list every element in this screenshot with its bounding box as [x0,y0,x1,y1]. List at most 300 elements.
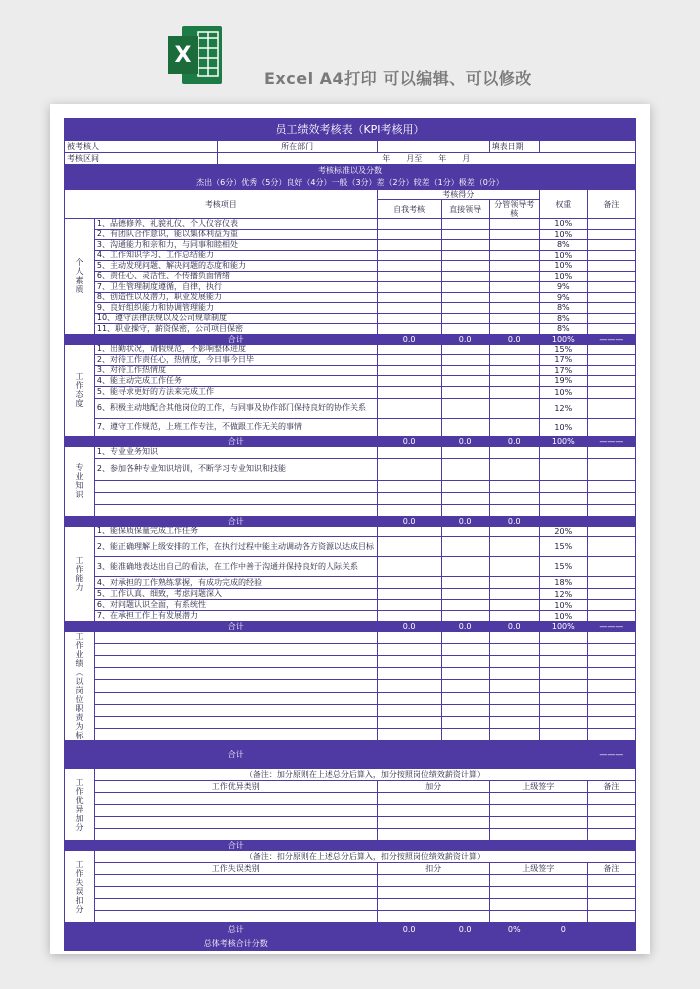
direct-score-cell[interactable] [441,704,489,716]
note-cell[interactable] [587,680,635,692]
note-cell[interactable] [587,492,635,504]
direct-score-cell[interactable] [441,313,489,324]
note-cell[interactable] [587,557,635,577]
note-cell[interactable] [587,376,635,387]
summary-direct: 0.0 [441,923,489,937]
direct-score-cell[interactable] [441,365,489,376]
section-total-row [65,741,636,769]
adjust-points-cell[interactable] [377,899,489,911]
direct-score-cell[interactable] [441,219,489,230]
item-text: 11、职业操守，薪资保密，公司项目保密 [94,324,377,335]
note-cell[interactable] [587,589,635,600]
weight-cell [539,680,587,692]
self-score-cell[interactable] [377,589,441,600]
section-label: 个人素质 [65,219,95,335]
direct-score-cell[interactable] [441,611,489,622]
note-cell[interactable] [587,458,635,480]
item-row [65,458,636,480]
item-row [65,303,636,314]
item-row [65,644,636,656]
section-label: 工作优异加分 [65,769,95,841]
weight-cell: 10% [539,229,587,240]
head-score-cell[interactable] [489,303,539,314]
adjust-points-cell[interactable] [377,911,489,923]
weight-cell: 20% [539,526,587,537]
adjust-note-cell[interactable] [587,805,635,817]
direct-score-cell[interactable] [441,600,489,611]
note-cell[interactable] [587,271,635,282]
weight-cell: 9% [539,282,587,293]
item-text: 5、能寻求更好的方法来完成工作 [94,386,377,398]
self-score-cell[interactable] [377,458,441,480]
adjust-sign-cell[interactable] [489,829,587,841]
header-item: 考核项目 [65,190,378,219]
direct-score-cell[interactable] [441,644,489,656]
head-score-cell[interactable] [489,376,539,387]
item-row [65,632,636,644]
item-text: 7、卫生管理制度遵循，自律，执行 [94,282,377,293]
direct-score-cell[interactable] [441,324,489,335]
head-score-cell[interactable] [489,692,539,704]
note-cell[interactable] [587,365,635,376]
note-cell[interactable] [587,480,635,492]
direct-score-cell[interactable] [441,728,489,740]
adjust-note-cell[interactable] [587,817,635,829]
item-row [65,229,636,240]
total-self [377,741,441,769]
direct-score-cell[interactable] [441,480,489,492]
adjust-sign-cell[interactable] [489,793,587,805]
total-head: 0.0 [489,516,539,526]
self-score-cell[interactable] [377,526,441,537]
section-label: 工作失误扣分 [65,851,95,923]
self-score-cell[interactable] [377,644,441,656]
note-cell[interactable] [587,261,635,272]
self-score-cell[interactable] [377,355,441,366]
item-row [65,611,636,622]
total-direct [441,741,489,769]
note-cell[interactable] [587,250,635,261]
weight-cell [539,644,587,656]
direct-score-cell[interactable] [441,680,489,692]
item-row [65,728,636,740]
direct-score-cell[interactable] [441,446,489,458]
self-score-cell[interactable] [377,376,441,387]
note-cell[interactable] [587,704,635,716]
self-score-cell[interactable] [377,480,441,492]
weight-cell: 17% [539,365,587,376]
head-score-cell[interactable] [489,261,539,272]
adjust-points-cell[interactable] [377,805,489,817]
item-row [65,365,636,376]
head-score-cell[interactable] [489,355,539,366]
direct-score-cell[interactable] [441,229,489,240]
weight-cell: 15% [539,557,587,577]
note-cell[interactable] [587,537,635,557]
total-label: 合计 [94,334,377,344]
self-score-cell[interactable] [377,692,441,704]
note-cell[interactable] [587,282,635,293]
item-text: 5、工作认真、细致，考虑问题深入 [94,589,377,600]
weight-cell [539,632,587,644]
head-score-cell[interactable] [489,365,539,376]
note-cell[interactable] [587,577,635,589]
item-text: 8、创造性以及潜力，职业发展能力 [94,292,377,303]
direct-score-cell[interactable] [441,250,489,261]
item-text [94,680,377,692]
weight-cell: 10% [539,386,587,398]
direct-score-cell[interactable] [441,492,489,504]
self-score-cell[interactable] [377,728,441,740]
weight-cell: 8% [539,313,587,324]
adjust-category-cell[interactable] [94,911,377,923]
weight-cell: 17% [539,355,587,366]
self-score-cell[interactable] [377,557,441,577]
note-cell[interactable] [587,292,635,303]
total-direct: 0.0 [441,436,489,446]
adjust-points-cell[interactable] [377,887,489,899]
total-note: ——— [587,741,635,769]
total-direct: 0.0 [441,516,489,526]
head-score-cell[interactable] [489,644,539,656]
head-score-cell[interactable] [489,600,539,611]
total-weight: 100% [539,436,587,446]
item-text: 2、能正确理解上级安排的工作，在执行过程中能主动调动各方资源以达成目标 [94,537,377,557]
self-score-cell[interactable] [377,303,441,314]
self-score-cell[interactable] [377,261,441,272]
note-cell[interactable] [587,692,635,704]
adjust-note-cell[interactable] [587,887,635,899]
self-score-cell[interactable] [377,344,441,355]
head-score-cell[interactable] [489,537,539,557]
adjust-category-cell[interactable] [94,829,377,841]
self-score-cell[interactable] [377,632,441,644]
head-score-cell[interactable] [489,480,539,492]
direct-score-cell[interactable] [441,398,489,418]
item-text: 3、能准确地表达出自己的看法，在工作中善于沟通并保持良好的人际关系 [94,557,377,577]
self-score-cell[interactable] [377,656,441,668]
section-label: 工作业绩（以岗位职责为标 [65,632,95,741]
direct-score-cell[interactable] [441,344,489,355]
total-weight: 100% [539,334,587,344]
adjust-sign-header: 上级签字 [489,781,587,793]
total-label: 合计 [94,516,377,526]
adjust-category-cell[interactable] [94,805,377,817]
head-score-cell[interactable] [489,704,539,716]
head-score-cell[interactable] [489,292,539,303]
adjust-row [65,829,636,841]
weight-cell: 8% [539,240,587,251]
note-cell[interactable] [587,219,635,230]
note-cell[interactable] [587,668,635,680]
item-text [94,668,377,680]
adjust-sign-cell[interactable] [489,875,587,887]
self-score-cell[interactable] [377,365,441,376]
direct-score-cell[interactable] [441,240,489,251]
direct-score-cell[interactable] [441,577,489,589]
self-score-cell[interactable] [377,250,441,261]
adjust-row [65,911,636,923]
item-text: 2、参加各种专业知识培训，不断学习专业知识和技能 [94,458,377,480]
direct-score-cell[interactable] [441,692,489,704]
adjust-note-cell[interactable] [587,829,635,841]
self-score-cell[interactable] [377,418,441,436]
adjust-points-cell[interactable] [377,875,489,887]
total-direct: 0.0 [441,334,489,344]
note-cell[interactable] [587,644,635,656]
head-score-cell[interactable] [489,492,539,504]
total-spacer [65,334,95,344]
head-score-cell[interactable] [489,458,539,480]
self-score-cell[interactable] [377,219,441,230]
adjust-note-cell[interactable] [587,875,635,887]
self-score-cell[interactable] [377,292,441,303]
item-text [94,728,377,740]
total-spacer [65,516,95,526]
head-score-cell[interactable] [489,344,539,355]
item-row [65,668,636,680]
total-self: 0.0 [377,436,441,446]
adjust-sign-cell[interactable] [489,817,587,829]
item-text: 1、出勤状况，请假规范，不影响整体进度 [94,344,377,355]
standard-text: 杰出（6分）优秀（5分）良好（4分）一般（3分）差（2分）较差（1分）极差（0分） [65,176,636,190]
head-score-cell[interactable] [489,229,539,240]
note-cell[interactable] [587,446,635,458]
item-row [65,680,636,692]
self-score-cell[interactable] [377,446,441,458]
self-score-cell[interactable] [377,386,441,398]
weight-cell: 10% [539,271,587,282]
self-score-cell[interactable] [377,680,441,692]
item-row [65,600,636,611]
direct-score-cell[interactable] [441,504,489,516]
adjust-row [65,817,636,829]
direct-score-cell[interactable] [441,526,489,537]
item-text: 5、主动发现问题、解决问题的态度和能力 [94,261,377,272]
total-head: 0.0 [489,334,539,344]
self-score-cell[interactable] [377,600,441,611]
item-text [94,632,377,644]
item-row [65,656,636,668]
adjust-note-cell[interactable] [587,793,635,805]
note-cell[interactable] [587,303,635,314]
weight-cell [539,692,587,704]
head-score-cell[interactable] [489,716,539,728]
self-score-cell[interactable] [377,282,441,293]
weight-cell: 9% [539,292,587,303]
direct-score-cell[interactable] [441,418,489,436]
head-score-cell[interactable] [489,313,539,324]
direct-score-cell[interactable] [441,668,489,680]
head-score-cell[interactable] [489,504,539,516]
summary-spacer [65,923,95,937]
note-cell[interactable] [587,355,635,366]
note-cell[interactable] [587,611,635,622]
direct-score-cell[interactable] [441,386,489,398]
weight-cell [539,704,587,716]
header-note: 备注 [587,190,635,219]
note-cell[interactable] [587,600,635,611]
weight-cell [539,492,587,504]
adjust-category-cell[interactable] [94,793,377,805]
summary-spacer [65,937,95,951]
form-title: 员工绩效考核表（KPI考核用） [65,119,636,141]
section-total-row [65,436,636,446]
adjust-points-cell[interactable] [377,793,489,805]
fill-date-field[interactable] [539,141,635,153]
adjust-sign-cell[interactable] [489,805,587,817]
adjust-category-cell[interactable] [94,899,377,911]
note-cell[interactable] [587,418,635,436]
header-score: 考核得分 [377,190,539,200]
head-score-cell[interactable] [489,680,539,692]
adjust-points-header: 加分 [377,781,489,793]
adjust-points-cell[interactable] [377,829,489,841]
note-cell[interactable] [587,398,635,418]
adjust-note-cell[interactable] [587,899,635,911]
head-score-cell[interactable] [489,728,539,740]
direct-score-cell[interactable] [441,292,489,303]
total-note: ——— [587,334,635,344]
self-score-cell[interactable] [377,704,441,716]
self-score-cell[interactable] [377,313,441,324]
adjust-note-cell[interactable] [587,911,635,923]
head-score-cell[interactable] [489,240,539,251]
direct-score-cell[interactable] [441,458,489,480]
direct-score-cell[interactable] [441,376,489,387]
head-score-cell[interactable] [489,418,539,436]
note-cell[interactable] [587,324,635,335]
weight-cell [539,728,587,740]
dept-field[interactable] [377,141,489,153]
direct-score-cell[interactable] [441,557,489,577]
weight-cell: 18% [539,577,587,589]
adjust-category-cell[interactable] [94,817,377,829]
head-score-cell[interactable] [489,589,539,600]
self-score-cell[interactable] [377,240,441,251]
adjust-category-cell[interactable] [94,875,377,887]
head-score-cell[interactable] [489,219,539,230]
note-cell[interactable] [587,229,635,240]
self-score-cell[interactable] [377,271,441,282]
direct-score-cell[interactable] [441,589,489,600]
self-score-cell[interactable] [377,537,441,557]
self-score-cell[interactable] [377,229,441,240]
head-score-cell[interactable] [489,668,539,680]
summary-note [587,923,635,937]
page-banner [0,0,700,104]
note-cell[interactable] [587,716,635,728]
head-score-cell[interactable] [489,526,539,537]
item-row [65,271,636,282]
item-text [94,644,377,656]
note-cell[interactable] [587,728,635,740]
head-score-cell[interactable] [489,632,539,644]
direct-score-cell[interactable] [441,632,489,644]
note-cell[interactable] [587,656,635,668]
direct-score-cell[interactable] [441,303,489,314]
note-cell[interactable] [587,632,635,644]
note-cell[interactable] [587,386,635,398]
item-text [94,692,377,704]
head-score-cell[interactable] [489,324,539,335]
weight-cell: 10% [539,219,587,230]
self-score-cell[interactable] [377,324,441,335]
adjust-category-cell[interactable] [94,887,377,899]
self-score-cell[interactable] [377,611,441,622]
summary-total-label: 总计 [94,923,377,937]
note-cell[interactable] [587,313,635,324]
item-row [65,537,636,557]
self-score-cell[interactable] [377,577,441,589]
total-self: 0.0 [377,516,441,526]
weight-cell [539,480,587,492]
banner-text: Excel A4打印 可以编辑、可以修改 [264,69,532,88]
head-score-cell[interactable] [489,577,539,589]
direct-score-cell[interactable] [441,355,489,366]
head-score-cell[interactable] [489,250,539,261]
head-score-cell[interactable] [489,386,539,398]
note-cell[interactable] [587,344,635,355]
weight-cell [539,716,587,728]
direct-score-cell[interactable] [441,261,489,272]
direct-score-cell[interactable] [441,271,489,282]
excel-logo-icon [166,24,224,86]
direct-score-cell[interactable] [441,537,489,557]
head-score-cell[interactable] [489,611,539,622]
total-self: 0.0 [377,622,441,632]
overall-score-field[interactable] [377,937,635,951]
weight-cell [539,656,587,668]
head-score-cell[interactable] [489,282,539,293]
adjust-sign-cell[interactable] [489,911,587,923]
adjust-row [65,805,636,817]
item-text: 1、专业业务知识 [94,446,377,458]
section-label: 工作能力 [65,526,95,622]
head-score-cell[interactable] [489,271,539,282]
period-value[interactable]: 年 月至 年 月 [217,153,635,165]
note-cell[interactable] [587,504,635,516]
item-row [65,344,636,355]
self-score-cell[interactable] [377,398,441,418]
excel-logo-letter: X [174,43,192,68]
item-text: 4、工作知识学习、工作总结能力 [94,250,377,261]
self-score-cell[interactable] [377,716,441,728]
adjust-sign-cell[interactable] [489,899,587,911]
weight-cell: 15% [539,344,587,355]
self-score-cell[interactable] [377,504,441,516]
item-text [94,480,377,492]
self-score-cell[interactable] [377,492,441,504]
direct-score-cell[interactable] [441,716,489,728]
note-cell[interactable] [587,526,635,537]
head-score-cell[interactable] [489,398,539,418]
head-score-cell[interactable] [489,656,539,668]
adjust-points-cell[interactable] [377,817,489,829]
direct-score-cell[interactable] [441,656,489,668]
direct-score-cell[interactable] [441,282,489,293]
head-score-cell[interactable] [489,557,539,577]
adjust-sign-cell[interactable] [489,887,587,899]
head-score-cell[interactable] [489,446,539,458]
item-text: 4、对承担的工作熟练掌握，有成功完成的经验 [94,577,377,589]
total-note: ——— [587,436,635,446]
total-spacer [65,622,95,632]
total-spacer [65,841,95,851]
note-cell[interactable] [587,240,635,251]
total-label: 合计 [94,622,377,632]
self-score-cell[interactable] [377,668,441,680]
